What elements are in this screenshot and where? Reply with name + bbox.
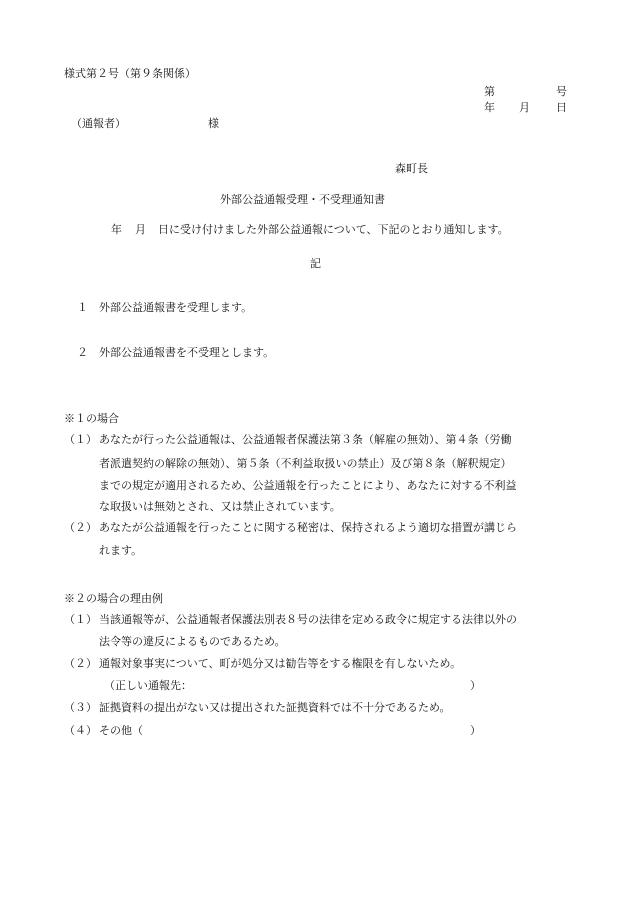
doc-number-suffix: 号	[556, 85, 567, 98]
item-number: （３）	[64, 701, 97, 714]
intro-month: 月	[135, 223, 146, 236]
form-label: 様式第２号（第９条関係）	[64, 67, 196, 80]
date-year: 年	[484, 101, 495, 114]
item-number: （１）	[64, 433, 97, 446]
date-month: 月	[519, 101, 530, 114]
correct-recipient-label: （正しい通報先：	[104, 679, 192, 692]
correct-recipient-close: ）	[470, 679, 481, 692]
item-number: （２）	[64, 657, 97, 670]
doc-number-prefix: 第	[484, 85, 495, 98]
item-line: あなたが行った公益通報は、公益通報者保護法第３条（解雇の無効）、第４条（労働	[99, 433, 512, 446]
item-line: までの規定が適用されるため、公益通報を行ったことにより、あなたに対する不利益	[99, 479, 517, 492]
addressee-honorific: 様	[208, 117, 219, 130]
intro-text: 日に受け付けました外部公益通報について、下記のとおり通知します。	[158, 223, 509, 236]
item-number: （４）	[64, 724, 97, 737]
item-line: れます。	[99, 544, 143, 557]
option-text: 外部公益通報書を不受理とします。	[99, 346, 275, 359]
item-line: 当該通報等が、公益通報者保護法別表８号の法律を定める政令に規定する法律以外の	[99, 613, 517, 626]
option-number: ２	[77, 346, 88, 359]
other-close: ）	[470, 724, 481, 737]
item-line: 者派遣契約の解除の無効）、第５条（不利益取扱いの禁止）及び第８条（解釈規定）	[99, 457, 512, 470]
item-line: 法令等の違反によるものであるため。	[99, 635, 286, 648]
item-line: あなたが公益通報を行ったことに関する秘密は、保持されるよう適切な措置が講じら	[99, 521, 517, 534]
sender: 森町長	[395, 162, 428, 175]
item-line: 証拠資料の提出がない又は提出された証拠資料では不十分であるため。	[99, 701, 451, 714]
item-line: 通報対象事実について、町が処分又は勧告等をする権限を有しないため。	[99, 657, 462, 670]
item-number: （２）	[64, 521, 97, 534]
date-day: 日	[556, 101, 567, 114]
option-number: １	[77, 301, 88, 314]
document-title: 外部公益通報受理・不受理通知書	[220, 193, 385, 206]
other-label: その他（	[99, 724, 143, 737]
option-text: 外部公益通報書を受理します。	[99, 301, 253, 314]
case1-heading: ※１の場合	[64, 412, 119, 425]
addressee-label: （通報者）	[71, 117, 126, 130]
item-line: な取扱いは無効とされ、又は禁止されています。	[99, 500, 341, 513]
intro-year: 年	[111, 223, 122, 236]
case2-heading: ※２の場合の理由例	[64, 592, 163, 605]
item-number: （１）	[64, 613, 97, 626]
ki-heading: 記	[310, 257, 321, 270]
